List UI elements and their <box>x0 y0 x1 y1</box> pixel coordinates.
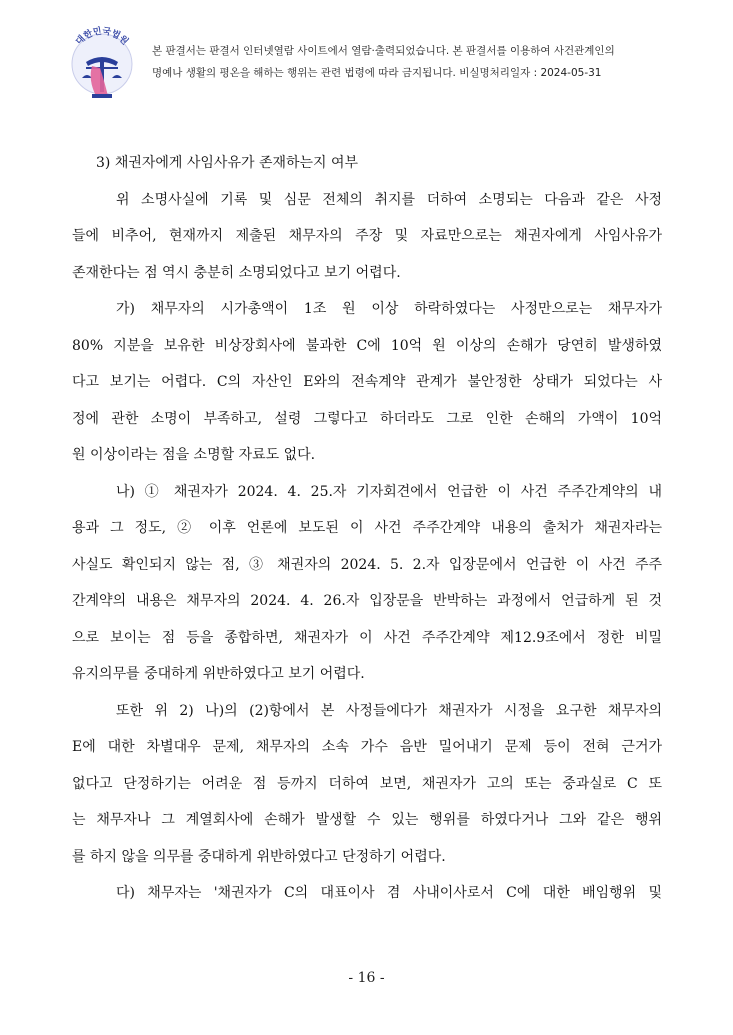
paragraph <box>72 693 662 876</box>
paragraph-line: 없다고 단정하기는 어려운 점 등까지 더하여 보면, 채권자가 고의 또는 중과실로 C 또 <box>72 775 662 792</box>
paragraph-line: 으로 보이는 점 등을 종합하면, 채권자가 이 사건 주주간계약 제12.9조에서 정한 비밀 <box>72 629 662 646</box>
paragraph-line: 용과 그 정도, ② 이후 언론에 보도된 이 사건 주주간계약 내용의 출처가 채권자라는 <box>72 520 662 536</box>
notice-line-1: 본 판결서는 판결서 인터넷열람 사이트에서 열람·출력되었습니다. 본 판결서를 이용하여 사건관계인의 <box>152 45 615 57</box>
page-header <box>0 0 733 110</box>
svg-text:대한민국법원: 대한민국법원 <box>74 26 130 48</box>
paragraph <box>72 291 662 474</box>
notice-line-2: 명예나 생활의 평온을 해하는 행위는 관련 법령에 따라 금지됩니다. 비실명처리일자 : 2024-05-31 <box>152 67 602 79</box>
section-heading: 3) 채권자에게 사임사유가 존재하는지 여부 <box>96 155 359 171</box>
paragraph-container <box>0 182 733 912</box>
paragraph-line: 또한 위 2) 나)의 (2)항에서 본 사정들에다가 채권자가 시정을 요구한 채무자의 <box>116 702 662 719</box>
paragraph-line: 사실도 확인되지 않는 점, ③ 채권자의 2024. 5. 2.자 입장문에서 언급한 이 사건 주주 <box>72 556 662 573</box>
paragraph-line: 다고 보기는 어렵다. C의 자산인 E와의 전속계약 관계가 불안정한 상태가 되었다는 사 <box>72 374 662 390</box>
court-seal-logo <box>62 22 142 102</box>
paragraph <box>72 182 662 292</box>
document-body <box>0 145 733 912</box>
disclaimer-notice <box>152 40 722 84</box>
paragraph-line: 를 하지 않을 의무를 중대하게 위반하였다고 단정하기 어렵다. <box>72 848 446 865</box>
paragraph-line: 정에 관한 소명이 부족하고, 설령 그렇다고 하더라도 그로 인한 손해의 가액이 10억 <box>72 410 662 427</box>
paragraph-line: 나) ① 채권자가 2024. 4. 25.자 기자회견에서 언급한 이 사건 주주간계약의 내 <box>116 483 662 500</box>
paragraph-line: E에 대한 차별대우 문제, 채무자의 소속 가수 음반 밀어내기 문제 등이 전혀 근거가 <box>72 739 662 755</box>
paragraph-line: 위 소명사실에 기록 및 심문 전체의 취지를 더하여 소명되는 다음과 같은 사정 <box>116 191 662 208</box>
paragraph-line: 원 이상이라는 점을 소명할 자료도 없다. <box>72 447 316 463</box>
paragraph-line: 80% 지분을 보유한 비상장회사에 불과한 C에 10억 원 이상의 손해가 당연히 발생하였 <box>72 337 662 354</box>
paragraph-line: 다) 채무자는 '채권자가 C의 대표이사 겸 사내이사로서 C에 대한 배임행위 및 <box>116 885 662 901</box>
paragraph-line: 존재한다는 점 역시 충분히 소명되었다고 보기 어렵다. <box>72 264 401 281</box>
page-number: - 16 - <box>348 970 385 986</box>
paragraph-line: 는 채무자나 그 계열회사에 손해가 발생할 수 있는 행위를 하였다거나 그와 같은 행위 <box>72 812 662 828</box>
paragraph-line: 가) 채무자의 시가총액이 1조 원 이상 하락하였다는 사정만으로는 채무자가 <box>116 301 662 317</box>
paragraph-line: 들에 비추어, 현재까지 제출된 채무자의 주장 및 자료만으로는 채권자에게 사임사유가 <box>72 228 662 244</box>
paragraph <box>72 474 662 693</box>
paragraph-line: 유지의무를 중대하게 위반하였다고 보기 어렵다. <box>72 666 365 682</box>
paragraph-line: 간계약의 내용은 채무자의 2024. 4. 26.자 입장문을 반박하는 과정에서 언급하게 된 것 <box>72 593 662 609</box>
paragraph <box>72 875 662 912</box>
